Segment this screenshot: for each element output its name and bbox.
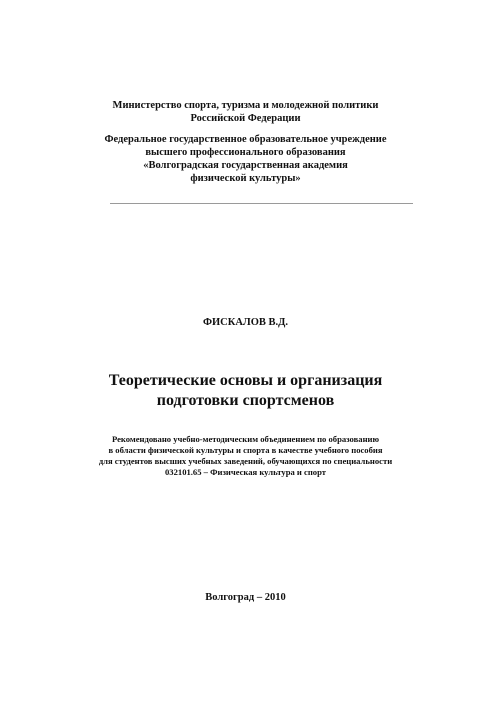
author-text: ФИСКАЛОВ В.Д. [202, 317, 289, 328]
institution-line-2: высшего профессионального образования [145, 147, 346, 158]
recommendation-line-1: Рекомендовано учебно-методическим объединением по образованию [111, 434, 380, 444]
recommendation-line-2: в области физической культуры и спорта в качестве учебного пособия [108, 445, 383, 455]
institution-line-4: физической культуры» [190, 173, 301, 184]
recommendation-note [0, 434, 491, 478]
city-year-text: Волгоград – 2010 [205, 592, 286, 603]
title-line-1: Теоретические основы и организация [108, 372, 383, 389]
book-title [0, 371, 491, 411]
recommendation-line-3: для студентов высших учебных заведений, обучающихся по специальности [98, 456, 393, 466]
title-line-2: подготовки спортсменов [156, 392, 335, 409]
recommendation-line-4: 032101.65 – Физическая культура и спорт [165, 467, 326, 477]
author-name [0, 316, 491, 329]
ministry-line-1: Министерство спорта, туризма и молодежной политики [112, 100, 379, 111]
institution-line-1: Федеральное государственное образовательное учреждение [104, 134, 387, 145]
city-year [0, 591, 491, 604]
ministry-header [0, 99, 491, 125]
institution-header [0, 133, 491, 185]
ministry-line-2: Российской Федерации [190, 113, 301, 124]
institution-line-3: «Волгоградская государственная академия [143, 160, 348, 171]
horizontal-divider [110, 203, 413, 204]
